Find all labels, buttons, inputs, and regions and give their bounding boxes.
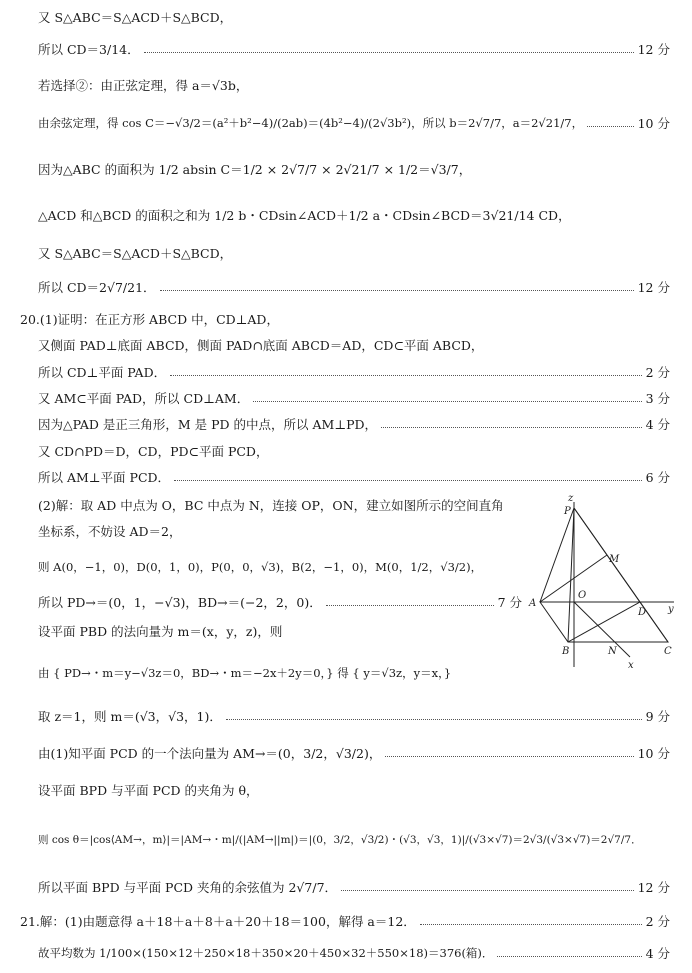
score-label: 12 分 <box>637 42 670 57</box>
text-line: 取 z＝1，则 m＝(√3，√3，1)． 9 分 <box>38 709 670 724</box>
text-line: 所以 AM⊥平面 PCD． 6 分 <box>38 470 670 485</box>
leader-dots <box>497 956 641 957</box>
text-line: 所以 PD→＝(0，1，−√3)，BD→＝(−2，2，0)． 7 分 <box>38 595 522 610</box>
text-line: 又侧面 PAD⊥底面 ABCD，侧面 PAD∩底面 ABCD＝AD，CD⊂平面 ABCD， <box>38 338 484 353</box>
text-line: 20.(1)证明：在正方形 ABCD 中，CD⊥AD， <box>20 312 279 327</box>
label-m: M <box>609 554 620 565</box>
text-line: 又 AM⊂平面 PAD，所以 CD⊥AM． 3 分 <box>38 391 670 406</box>
text-line: 所以平面 BPD 与平面 PCD 夹角的余弦值为 2√7/7． 12 分 <box>38 880 670 895</box>
label-z: z <box>568 493 574 504</box>
leader-dots <box>174 480 642 481</box>
edge-pb <box>568 508 574 642</box>
score-label: 4 分 <box>645 417 670 432</box>
leader-dots <box>160 290 634 291</box>
text-line: 故平均数为 1/100×(150×12＋250×18＋350×20＋450×32＋550×18)＝376(箱)． 4 分 <box>38 946 670 961</box>
text-line: 则 A(0，−1，0)，D(0，1，0)，P(0，0，√3)，B(2，−1，0)，M(0，1/2，√3/2)， <box>38 560 483 574</box>
segment-bd <box>568 602 640 642</box>
text-line: 若选择②：由正弦定理，得 a＝√3b， <box>38 78 249 93</box>
text-line: 由余弦定理，得 cos C＝−√3/2＝(a²＋b²−4)/(2ab)＝(4b²−4)/(2√3b²)，所以 b＝2√7/7，a＝2√21/7， 10 分 <box>38 116 670 131</box>
label-a: A <box>529 598 537 609</box>
text-line: 因为△ABC 的面积为 1/2 absin C＝1/2 × 2√7/7 × 2√21/7 × 1/2＝√3/7， <box>38 162 472 177</box>
leader-dots <box>381 427 642 428</box>
text-line: 由 { PD→・m＝y−√3z＝0，BD→・m＝−2x＋2y＝0，} 得 { y＝√3z，y＝x，} <box>38 666 452 680</box>
label-x: x <box>628 660 634 671</box>
text-line: 坐标系，不妨设 AD＝2， <box>38 524 182 539</box>
leader-dots <box>326 605 494 606</box>
label-y: y <box>668 604 674 615</box>
text-line: 又 CD∩PD＝D，CD，PD⊂平面 PCD， <box>38 444 269 459</box>
leader-dots <box>253 401 641 402</box>
score-label: 10 分 <box>637 116 670 131</box>
text-line: 所以 CD＝2√7/21． 12 分 <box>38 280 670 295</box>
text-line: 又 S△ABC＝S△ACD＋S△BCD， <box>38 10 233 25</box>
label-c: C <box>664 646 672 657</box>
text-line: 21.解：(1)由题意得 a＋18＋a＋8＋a＋20＋18＝100，解得 a＝12． 2 分 <box>20 914 670 929</box>
label-o: O <box>578 590 587 601</box>
label-p: P <box>564 506 571 517</box>
text-line: 所以 CD＝3/14． 12 分 <box>38 42 670 57</box>
text-line: 设平面 PBD 的法向量为 m＝(x，y，z)，则 <box>38 624 283 639</box>
leader-dots <box>420 924 642 925</box>
score-label: 9 分 <box>645 709 670 724</box>
leader-dots <box>170 375 641 376</box>
score-label: 7 分 <box>497 595 522 610</box>
label-d: D <box>638 607 647 618</box>
score-label: 12 分 <box>637 880 670 895</box>
score-label: 4 分 <box>645 946 670 961</box>
pyramid-coordinate-figure <box>528 492 676 672</box>
text-line: 设平面 BPD 与平面 PCD 的夹角为 θ， <box>38 783 259 798</box>
text-line: 则 cos θ＝|cos⟨AM→，m⟩|＝|AM→・m|/(|AM→||m|)＝|(0，3/2，√3/2)・(√3，√3，1)|/(√3×√7)＝2√3/(√3×√7)＝2√7/7． <box>38 833 642 846</box>
score-label: 2 分 <box>645 914 670 929</box>
x-axis <box>574 602 630 657</box>
label-b: B <box>562 646 570 657</box>
score-label: 2 分 <box>645 365 670 380</box>
score-label: 12 分 <box>637 280 670 295</box>
edge-pa <box>540 508 574 602</box>
leader-dots <box>226 719 642 720</box>
text-line: 又 S△ABC＝S△ACD＋S△BCD， <box>38 246 233 261</box>
leader-dots <box>385 756 633 757</box>
label-n: N <box>608 646 617 657</box>
score-label: 6 分 <box>645 470 670 485</box>
text-line: △ACD 和△BCD 的面积之和为 1/2 b・CDsin∠ACD＋1/2 a・CDsin∠BCD＝3√21/14 CD， <box>38 208 571 223</box>
text-line: 因为△PAD 是正三角形，M 是 PD 的中点，所以 AM⊥PD， 4 分 <box>38 417 670 432</box>
leader-dots <box>144 52 634 53</box>
text-line: 由(1)知平面 PCD 的一个法向量为 AM→＝(0，3/2，√3/2)， 10 分 <box>38 746 670 761</box>
leader-dots <box>341 890 634 891</box>
text-line: 所以 CD⊥平面 PAD． 2 分 <box>38 365 670 380</box>
text-line: (2)解：取 AD 中点为 O，BC 中点为 N，连接 OP，ON，建立如图所示的空间直角 <box>38 498 504 513</box>
score-label: 3 分 <box>645 391 670 406</box>
score-label: 10 分 <box>637 746 670 761</box>
leader-dots <box>587 126 634 127</box>
